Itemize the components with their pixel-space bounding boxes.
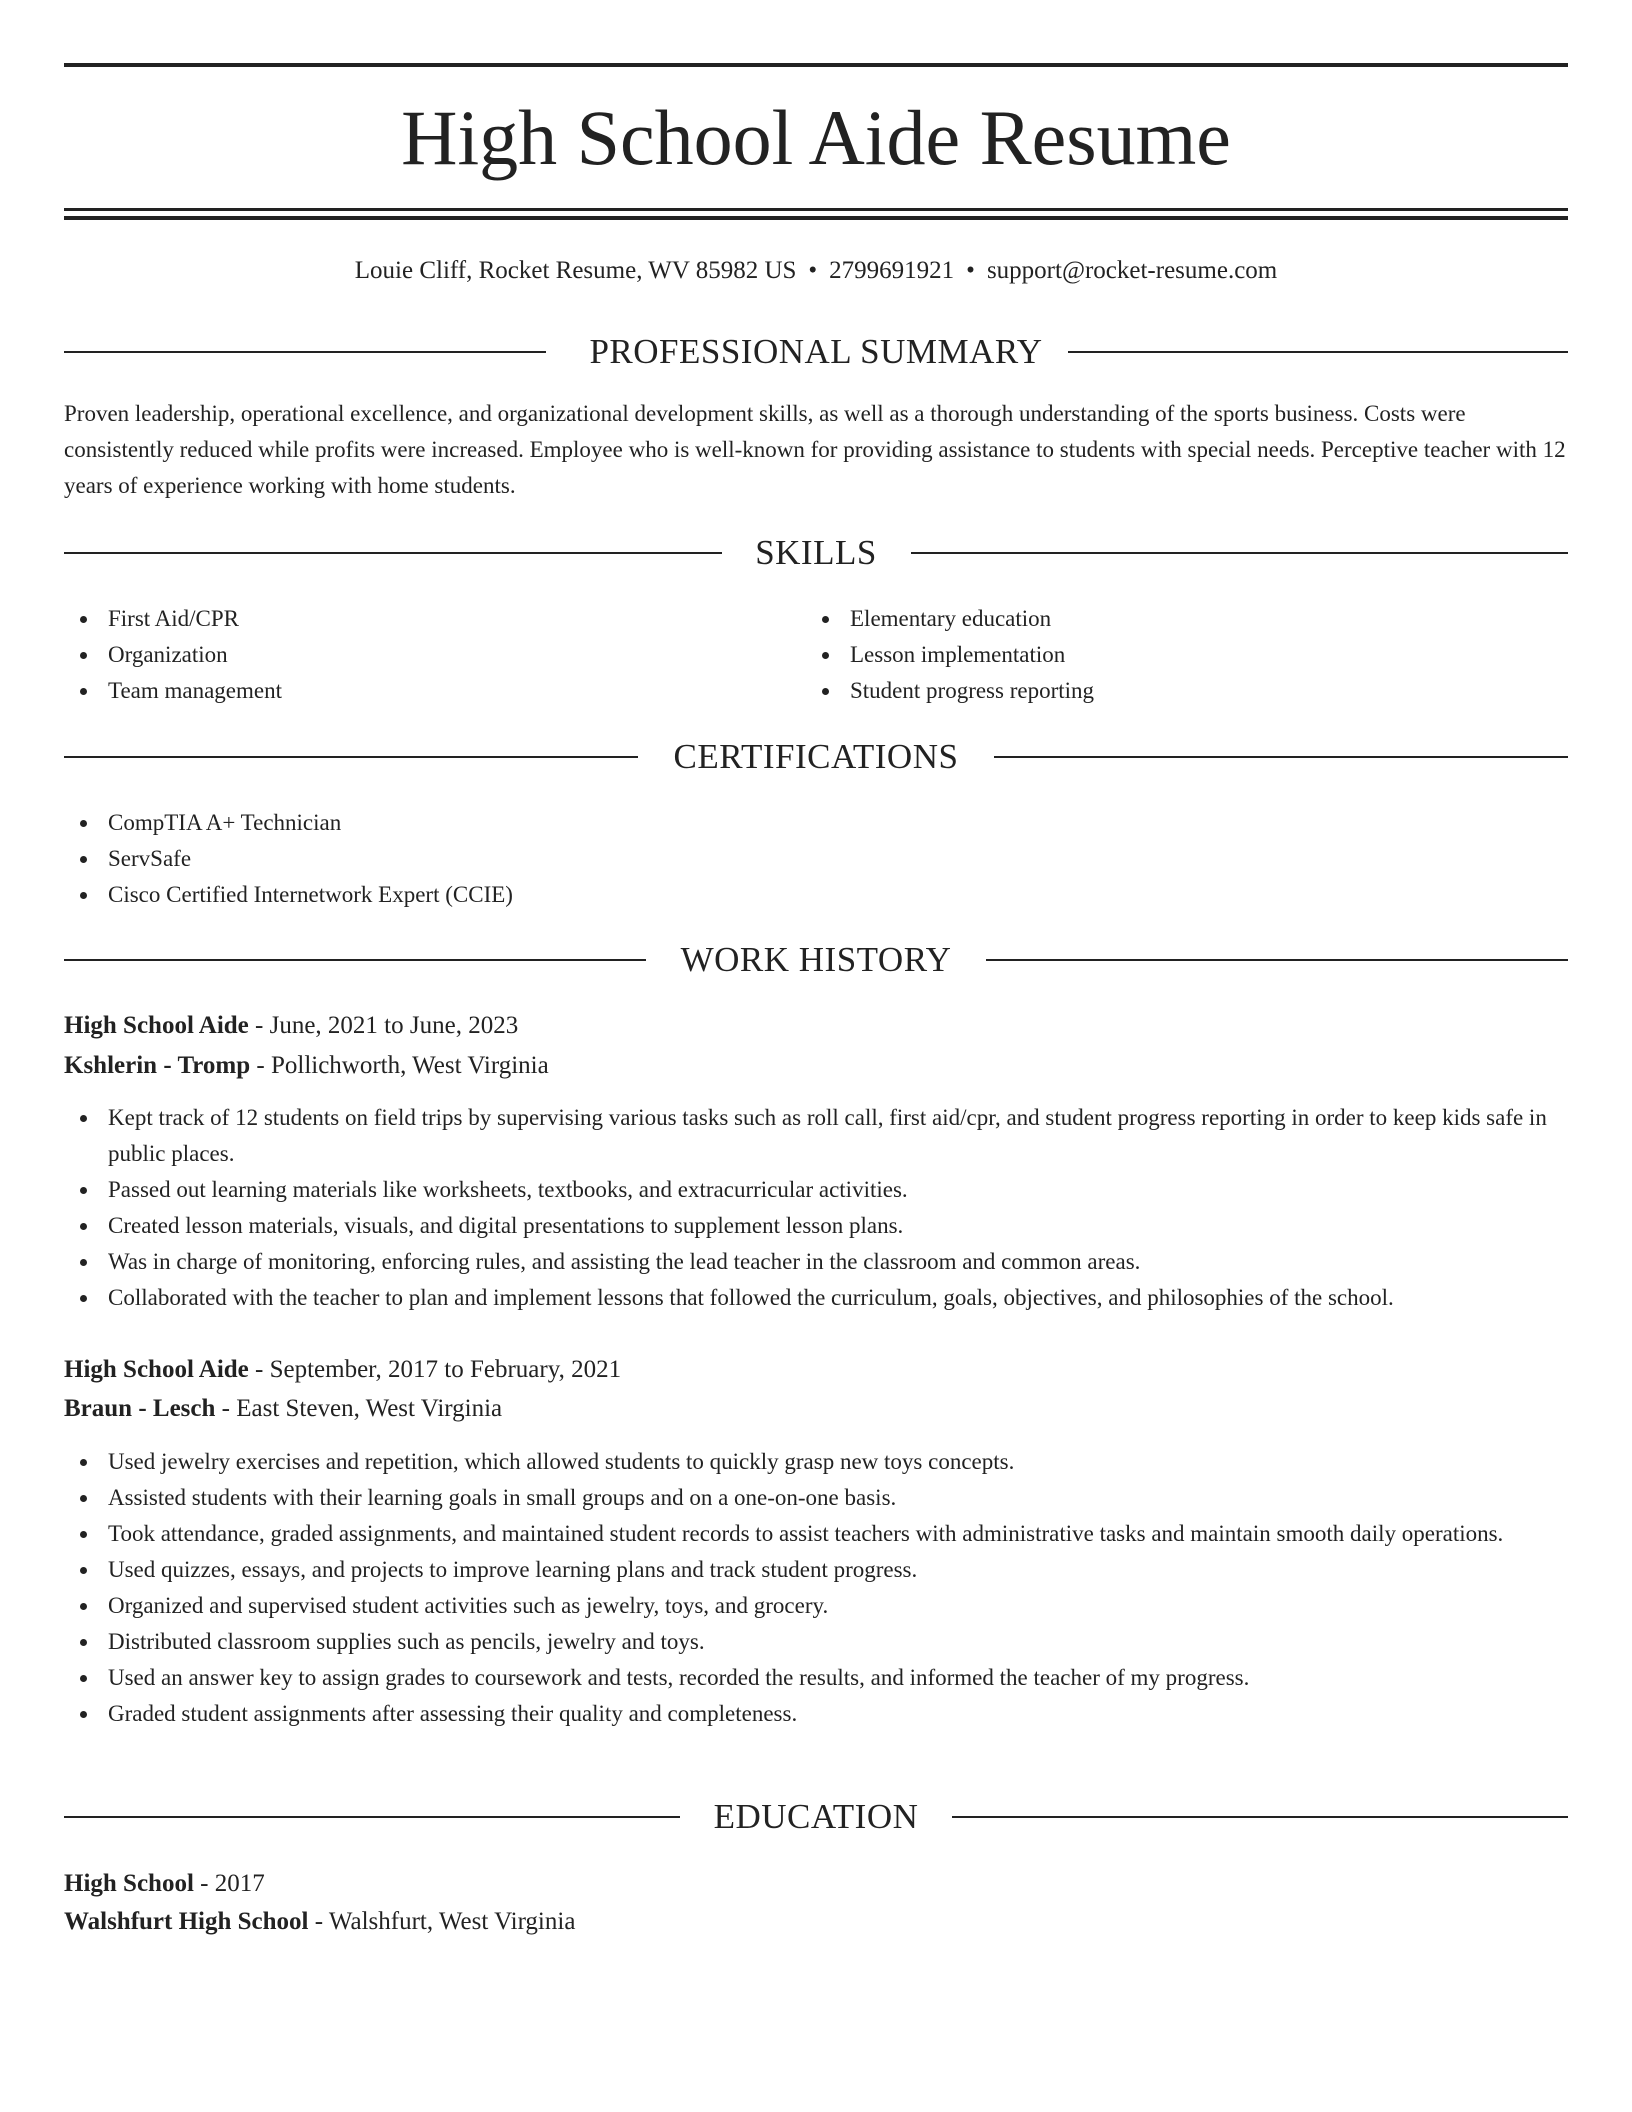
job-dates: June, 2021 to June, 2023 xyxy=(269,1012,519,1039)
job-bullet: Used jewelry exercises and repetition, which allowed students to quickly grasp new toys concepts. xyxy=(64,1444,1568,1480)
contact-email: support@rocket-resume.com xyxy=(986,257,1278,284)
certification-item: Cisco Certified Internetwork Expert (CCIE) xyxy=(64,877,1568,913)
job-bullet: Created lesson materials, visuals, and digital presentations to supplement lesson plans. xyxy=(64,1208,1568,1244)
dash: - xyxy=(256,1052,265,1079)
section-heading-education xyxy=(64,1797,1568,1837)
dash: - xyxy=(314,1908,324,1935)
job-title-line xyxy=(64,1352,1568,1388)
education-location: Walshfurt, West Virginia xyxy=(328,1908,576,1935)
section-heading-certifications xyxy=(64,737,1568,777)
job-title: High School Aide xyxy=(64,1356,249,1383)
job-bullet: Assisted students with their learning goals in small groups and on a one-on-one basis. xyxy=(64,1480,1568,1516)
dash: - xyxy=(200,1870,209,1897)
skill-item: Student progress reporting xyxy=(806,673,1566,709)
skill-item: Elementary education xyxy=(806,601,1566,637)
resume-title: High School Aide Resume xyxy=(401,94,1231,181)
job-bullet: Distributed classroom supplies such as pencils, jewelry and toys. xyxy=(64,1624,1568,1660)
dash: - xyxy=(221,1395,230,1422)
certifications-list xyxy=(64,805,1568,913)
skills-list-right xyxy=(806,601,1566,709)
job-bullets xyxy=(64,1444,1568,1732)
contact-address: Louie Cliff, Rocket Resume, WV 85982 US xyxy=(354,257,797,284)
job-bullet: Collaborated with the teacher to plan and implement lessons that followed the curriculum, goals, objectives, and philosophies of the school. xyxy=(64,1280,1568,1316)
education-school: Walshfurt High School xyxy=(64,1908,309,1935)
job-location: Pollichworth, West Virginia xyxy=(270,1052,549,1079)
dash: - xyxy=(255,1012,264,1039)
skill-item: First Aid/CPR xyxy=(64,601,804,637)
certification-item: CompTIA A+ Technician xyxy=(64,805,1568,841)
job-bullets xyxy=(64,1100,1568,1316)
skill-item: Organization xyxy=(64,637,804,673)
job-title-line xyxy=(64,1008,1568,1044)
skill-item: Team management xyxy=(64,673,804,709)
job-bullet: Graded student assignments after assessing their quality and completeness. xyxy=(64,1696,1568,1732)
education-degree: High School xyxy=(64,1870,194,1897)
heading-label: EDUCATION xyxy=(713,1797,919,1836)
section-heading-skills xyxy=(64,533,1568,573)
job-bullet: Took attendance, graded assignments, and maintained student records to assist teachers with administrative tasks and maintain smooth daily operations. xyxy=(64,1516,1568,1552)
heading-label: CERTIFICATIONS xyxy=(673,737,959,776)
section-heading-work-history xyxy=(64,940,1568,980)
job-bullet: Used an answer key to assign grades to coursework and tests, recorded the results, and informed the teacher of my progress. xyxy=(64,1660,1568,1696)
top-rule xyxy=(64,63,1568,67)
job-bullet: Organized and supervised student activities such as jewelry, toys, and grocery. xyxy=(64,1588,1568,1624)
contact-phone: 2799691921 xyxy=(829,257,955,284)
education-school-line xyxy=(64,1904,1568,1940)
job-company-line xyxy=(64,1048,1568,1084)
job-company-line xyxy=(64,1391,1568,1427)
heading-label: SKILLS xyxy=(755,533,877,572)
job-company: Kshlerin - Tromp xyxy=(64,1052,251,1079)
job-location: East Steven, West Virginia xyxy=(236,1395,503,1422)
title-rule-lower xyxy=(64,216,1568,220)
education-year: 2017 xyxy=(214,1870,265,1897)
job-bullet: Passed out learning materials like worksheets, textbooks, and extracurricular activities. xyxy=(64,1172,1568,1208)
title-rule-upper xyxy=(64,208,1568,211)
job-company: Braun - Lesch xyxy=(64,1395,216,1422)
job-dates: September, 2017 to February, 2021 xyxy=(269,1356,622,1383)
job-bullet: Was in charge of monitoring, enforcing rules, and assisting the lead teacher in the classroom and common areas. xyxy=(64,1244,1568,1280)
summary-text: Proven leadership, operational excellence, and organizational development skills, as well as a thorough understanding of the sports business. Costs were consistently reduced while profits were increased. Employee who is well-known for providing assistance to students with special needs. Perceptive teacher with 12 years of experience working with home students. xyxy=(64,401,1566,498)
job-bullet: Kept track of 12 students on field trips by supervising various tasks such as roll call, first aid/cpr, and student progress reporting in order to keep kids safe in public places. xyxy=(64,1100,1568,1172)
education-degree-line xyxy=(64,1866,1568,1902)
job-title: High School Aide xyxy=(64,1012,249,1039)
heading-label: WORK HISTORY xyxy=(680,940,952,979)
dash: - xyxy=(255,1356,264,1383)
contact-line xyxy=(64,255,1568,287)
skill-item: Lesson implementation xyxy=(806,637,1566,673)
contact-separator: • xyxy=(966,257,975,284)
section-heading-summary xyxy=(64,332,1568,372)
job-bullet: Used quizzes, essays, and projects to improve learning plans and track student progress. xyxy=(64,1552,1568,1588)
skills-list-left xyxy=(64,601,804,709)
heading-label: PROFESSIONAL SUMMARY xyxy=(589,332,1043,371)
contact-separator: • xyxy=(808,257,818,284)
certification-item: ServSafe xyxy=(64,841,1568,877)
